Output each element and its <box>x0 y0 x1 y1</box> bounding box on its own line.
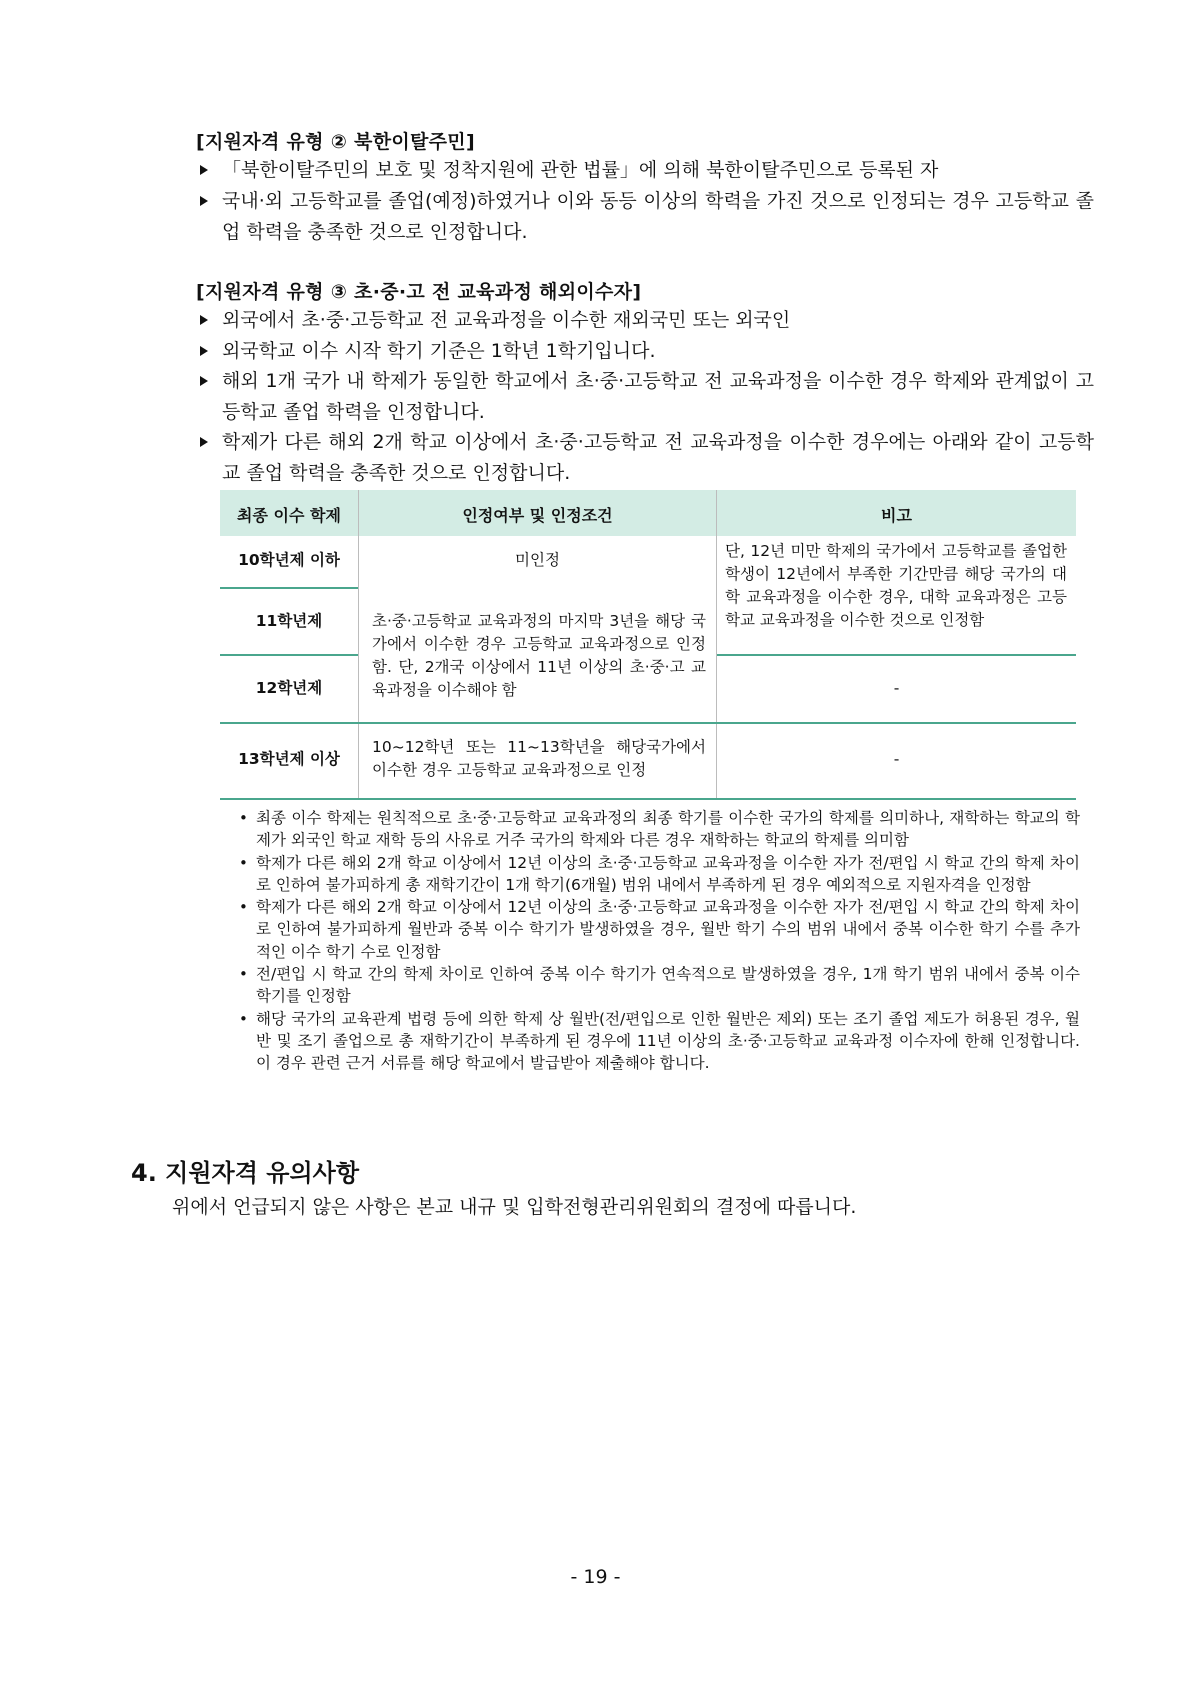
table-header-cell: 비고 <box>717 490 1076 536</box>
table-row-divider <box>220 722 1076 724</box>
table-row-divider <box>717 654 1076 656</box>
bullet-item: 학제가 다른 해외 2개 학교 이상에서 초·중·고등학교 전 교육과정을 이수한 경우에는 아래와 같이 고등학교 졸업 학력을 충족한 것으로 인정합니다. <box>200 427 1094 489</box>
note-item: • 전/편입 시 학교 간의 학제 차이로 인하여 중복 이수 학기가 연속적으로 발생하였을 경우, 1개 학기 범위 내에서 중복 이수 학기를 인정함 <box>239 965 1080 1006</box>
triangle-bullet-icon <box>200 196 208 206</box>
table-row-label: 10학년제 이하 <box>238 551 340 569</box>
dot-bullet-icon: • <box>239 809 248 827</box>
table-row-divider <box>220 587 358 589</box>
table-row-label: 12학년제 <box>255 679 323 697</box>
table-row-divider <box>220 654 358 656</box>
note-item: • 해당 국가의 교육관계 법령 등에 의한 학제 상 월반(전/편입으로 인한 월반은 제외) 또는 조기 졸업 제도가 허용된 경우, 월반 및 조기 졸업으로 총 재학기간이 부족하게 된 경우에 11년 이상의 초·중·고등학교 교육과정 이수자에 한해 인정합니다. 이 경우 관련 근거 서류를 해당 학교에서 발급받아 제출해야 합니다. <box>239 1009 1080 1073</box>
table-row-label: 13학년제 이상 <box>238 750 340 768</box>
triangle-bullet-icon <box>200 437 208 447</box>
note-item: • 학제가 다른 해외 2개 학교 이상에서 12년 이상의 초·중·고등학교 교육과정을 이수한 자가 전/편입 시 학교 간의 학제 차이로 인하여 불가피하게 총 재학기간이 1개 학기(6개월) 범위 내에서 부족하게 된 경우 예외적으로 지원자격을 인정함 <box>239 853 1080 894</box>
dot-bullet-icon: • <box>239 1009 248 1028</box>
school-system-table <box>220 490 1076 800</box>
table-divider <box>358 490 359 800</box>
section-title-overseas-completion: [지원자격 유형 ③ 초·중·고 전 교육과정 해외이수자] <box>196 281 642 303</box>
table-cell-condition: 미인정 <box>515 551 560 569</box>
dot-bullet-icon: • <box>239 853 248 872</box>
section-body-text: 위에서 언급되지 않은 사항은 본교 내규 및 입학전형관리위원회의 결정에 따릅니다. <box>172 1196 857 1218</box>
bullet-item: 외국에서 초·중·고등학교 전 교육과정을 이수한 재외국민 또는 외국인 <box>200 305 1094 336</box>
note-item: • 최종 이수 학제는 원칙적으로 초·중·고등학교 교육과정의 최종 학기를 이수한 국가의 학제를 의미하나, 재학하는 학교의 학제가 외국인 학교 재학 등의 사유로 거주 국가의 학제와 다른 경우 재학하는 학교의 학제를 의미함 <box>239 809 1080 850</box>
page-number: - 19 - <box>570 1566 621 1588</box>
table-cell-remark: - <box>893 679 900 697</box>
triangle-bullet-icon <box>200 315 208 325</box>
section-heading: 4. 지원자격 유의사항 <box>131 1159 359 1187</box>
dot-bullet-icon: • <box>239 965 248 984</box>
table-row-divider <box>220 798 1076 800</box>
table-cell-remark: - <box>893 750 900 768</box>
triangle-bullet-icon <box>200 165 208 175</box>
triangle-bullet-icon <box>200 346 208 356</box>
triangle-bullet-icon <box>200 376 208 386</box>
note-item: • 학제가 다른 해외 2개 학교 이상에서 12년 이상의 초·중·고등학교 교육과정을 이수한 자가 전/편입 시 학교 간의 학제 차이로 인하여 불가피하게 월반과 중복 이수 학기가 발생하였을 경우, 월반 학기 수의 범위 내에서 중복 이수한 학기 수를 추가적인 이수 학기 수로 인정함 <box>239 898 1080 961</box>
table-header-cell: 최종 이수 학제 <box>220 490 358 536</box>
dot-bullet-icon: • <box>239 898 248 917</box>
table-notes <box>236 807 1080 1075</box>
section-title-north-korean-defectors: [지원자격 유형 ② 북한이탈주민] <box>196 131 475 153</box>
bullet-item: 국내·외 고등학교를 졸업(예정)하였거나 이와 동등 이상의 학력을 가진 것으로 인정되는 경우 고등학교 졸업 학력을 충족한 것으로 인정합니다. <box>200 186 1094 248</box>
bullet-item: 외국학교 이수 시작 학기 기준은 1학년 1학기입니다. <box>200 336 1094 367</box>
table-cell-remark: 단, 12년 미만 학제의 국가에서 고등학교를 졸업한 학생이 12년에서 부족한 기간만큼 해당 국가의 대학 교육과정을 이수한 경우, 대학 교육과정은 고등학교 교육과정을 이수한 것으로 인정함 <box>725 542 1067 629</box>
bullet-item: 해외 1개 국가 내 학제가 동일한 학교에서 초·중·고등학교 전 교육과정을 이수한 경우 학제와 관계없이 고등학교 졸업 학력을 인정합니다. <box>200 366 1094 428</box>
table-cell-condition: 10~12학년 또는 11~13학년을 해당국가에서 이수한 경우 고등학교 교육과정으로 인정 <box>372 738 706 779</box>
table-row-label: 11학년제 <box>255 612 323 630</box>
bullet-item: 「북한이탈주민의 보호 및 정착지원에 관한 법률」에 의해 북한이탈주민으로 등록된 자 <box>200 155 1094 186</box>
table-header-cell: 인정여부 및 인정조건 <box>359 490 716 536</box>
table-cell-condition: 초·중·고등학교 교육과정의 마지막 3년을 해당 국가에서 이수한 경우 고등학교 교육과정으로 인정함. 단, 2개국 이상에서 11년 이상의 초·중·고 교육과정을 이수해야 함 <box>372 612 706 699</box>
